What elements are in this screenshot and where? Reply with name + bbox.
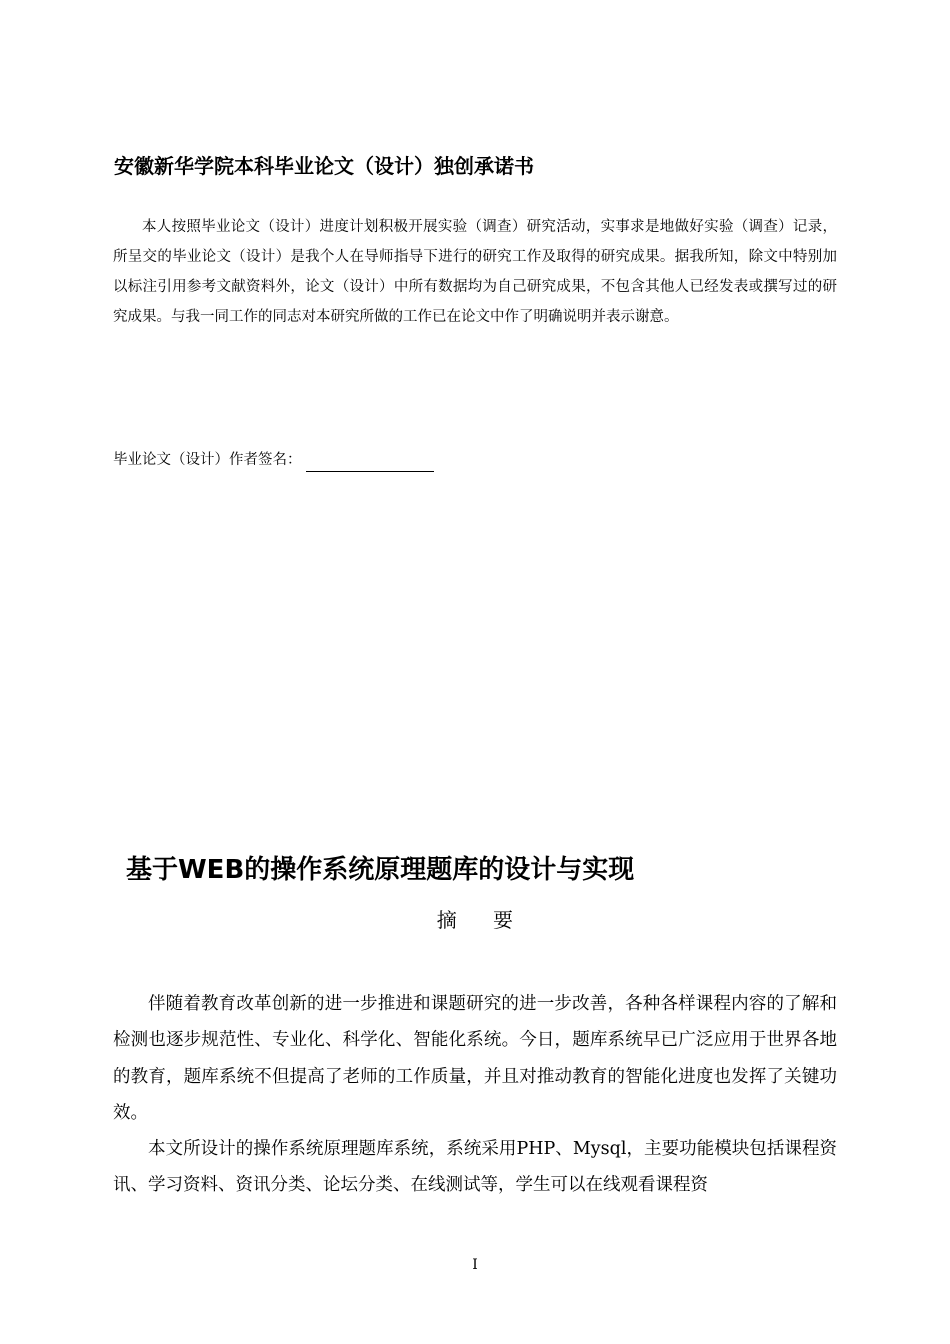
pledge-title: 安徽新华学院本科毕业论文（设计）独创承诺书 [114, 154, 534, 178]
abstract-heading [0, 904, 950, 936]
abstract-heading-char-2: 要 [493, 908, 514, 932]
abstract-paragraph: 本文所设计的操作系统原理题库系统，系统采用PHP、Mysql，主要功能模块包括课程资讯、学习资料、资讯分类、论坛分类、在线测试等，学生可以在线观看课程资 [113, 1139, 837, 1196]
thesis-title: 基于WEB的操作系统原理题库的设计与实现 [126, 855, 635, 885]
page-number: I [472, 1257, 478, 1273]
signature-label: 毕业论文（设计）作者签名： [113, 452, 302, 468]
abstract-body [113, 986, 837, 1204]
abstract-heading-char-1: 摘 [436, 908, 457, 932]
signature-row [113, 448, 434, 472]
signature-line [306, 453, 434, 472]
pledge-body: 本人按照毕业论文（设计）进度计划积极开展实验（调查）研究活动，实事求是地做好实验（调查）记录，所呈交的毕业论文（设计）是我个人在导师指导下进行的研究工作及取得的研究成果。据我所知，除文中特别加以标注引用参考文献资料外，论文（设计）中所有数据均为自己研究成果，不包含其他人已经发表或撰写过的研究成果。与我一同工作的同志对本研究所做的工作已在论文中作了明确说明并表示谢意。 [113, 219, 837, 325]
abstract-paragraph: 伴随着教育改革创新的进一步推进和课题研究的进一步改善，各种各样课程内容的了解和检测也逐步规范性、专业化、科学化、智能化系统。今日，题库系统早已广泛应用于世界各地的教育，题库系统不但提高了老师的工作质量，并且对推动教育的智能化进度也发挥了关键功效。 [113, 994, 837, 1123]
